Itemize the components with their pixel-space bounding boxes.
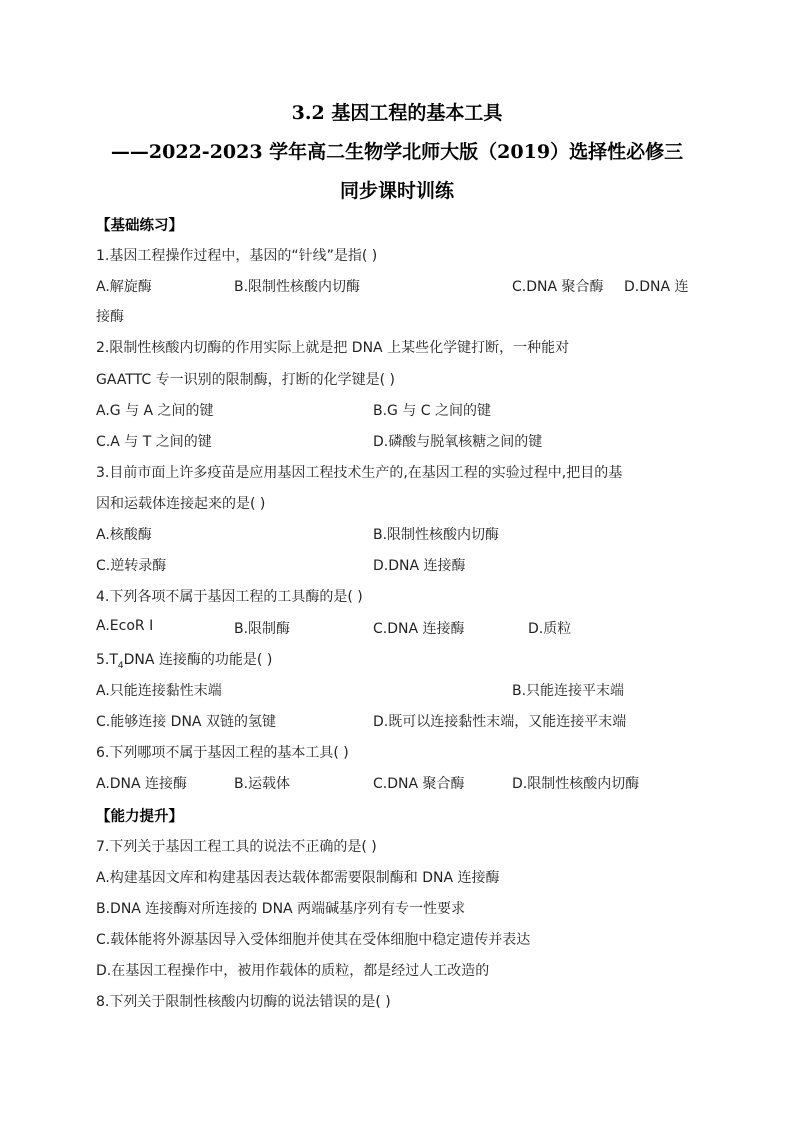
question-5-option-a: A.只能连接黏性末端 [96,683,222,699]
document-title: 3.2 基因工程的基本工具 [291,102,503,124]
question-6-option-b: B.运载体 [234,776,291,792]
question-4-option-d: D.质粒 [528,621,572,637]
question-4-option-b: B.限制酶 [234,621,291,637]
question-7-option-a: A.构建基因文库和构建基因表达载体都需要限制酶和 DNA 连接酶 [96,870,500,886]
question-3-option-d: D.DNA 连接酶 [373,558,466,574]
question-5-stem-prefix: 5.T [96,652,118,668]
question-3-option-c: C.逆转录酶 [96,558,167,574]
question-5-stem-suffix: DNA 连接酶的功能是( ) [123,652,273,668]
question-6-stem: 6.下列哪项不属于基因工程的基本工具( ) [96,745,349,761]
question-5-stem [96,649,272,671]
question-4-option-c: C.DNA 连接酶 [373,621,465,637]
question-3-option-b: B.限制性核酸内切酶 [373,527,500,543]
question-5-option-c: C.能够连接 DNA 双链的氢键 [96,714,276,730]
question-7-option-b: B.DNA 连接酶对所连接的 DNA 两端碱基序列有专一性要求 [96,901,466,917]
question-6-option-a: A.DNA 连接酶 [96,776,188,792]
question-2-stem-line1: 2.限制性核酸内切酶的作用实际上就是把 DNA 上某些化学键打断，一种能对 [96,340,570,356]
document-subtitle-line3: 同步课时训练 [339,180,454,202]
question-7-option-c: C.载体能将外源基因导入受体细胞并使其在受体细胞中稳定遗传并表达 [96,932,531,948]
question-8-stem: 8.下列关于限制性核酸内切酶的说法错误的是( ) [96,994,391,1010]
question-5-stem-subscript: 4 [117,660,124,671]
question-3-stem-line2: 因和运载体连接起来的是( ) [96,496,266,512]
question-2-option-a: A.G 与 A 之间的键 [96,403,214,419]
question-6-option-d: D.限制性核酸内切酶 [512,776,640,792]
question-7-stem: 7.下列关于基因工程工具的说法不正确的是( ) [96,839,377,855]
question-7-option-d: D.在基因工程操作中，被用作载体的质粒，都是经过人工改造的 [96,963,490,979]
question-6-option-c: C.DNA 聚合酶 [373,776,465,792]
question-2-option-d: D.磷酸与脱氧核糖之间的键 [373,434,543,450]
question-4-stem: 4.下列各项不属于基因工程的工具酶的是( ) [96,589,363,605]
question-1-option-b: B.限制性核酸内切酶 [234,279,361,295]
question-2-stem-line2: GAATTC 专一识别的限制酶，打断的化学键是( ) [96,372,395,388]
question-3-option-a: A.核酸酶 [96,527,152,543]
question-1-stem: 1.基因工程操作过程中，基因的“针线”是指( ) [96,248,378,264]
question-2-option-c: C.A 与 T 之间的键 [96,434,212,450]
question-2-option-b: B.G 与 C 之间的键 [373,403,492,419]
question-1-option-d-continued: 接酶 [96,309,124,325]
question-1-option-a: A.解旋酶 [96,279,152,295]
document-subtitle: ——2022-2023 学年高二生物学北师大版（2019）选择性必修三 [110,141,684,163]
question-4-option-a: A.EcoR Ⅰ [96,618,154,634]
question-1-option-c: C.DNA 聚合酶 [512,279,604,295]
question-5-option-b: B.只能连接平末端 [512,683,625,699]
section-heading-advanced: 【能力提升】 [96,809,183,825]
question-3-stem-line1: 3.目前市面上许多疫苗是应用基因工程技术生产的,在基因工程的实验过程中,把目的基 [96,465,623,481]
question-1-option-d: D.DNA 连 [624,279,689,295]
question-5-option-d: D.既可以连接黏性末端，又能连接平末端 [373,714,627,730]
section-heading-basic: 【基础练习】 [96,218,183,234]
